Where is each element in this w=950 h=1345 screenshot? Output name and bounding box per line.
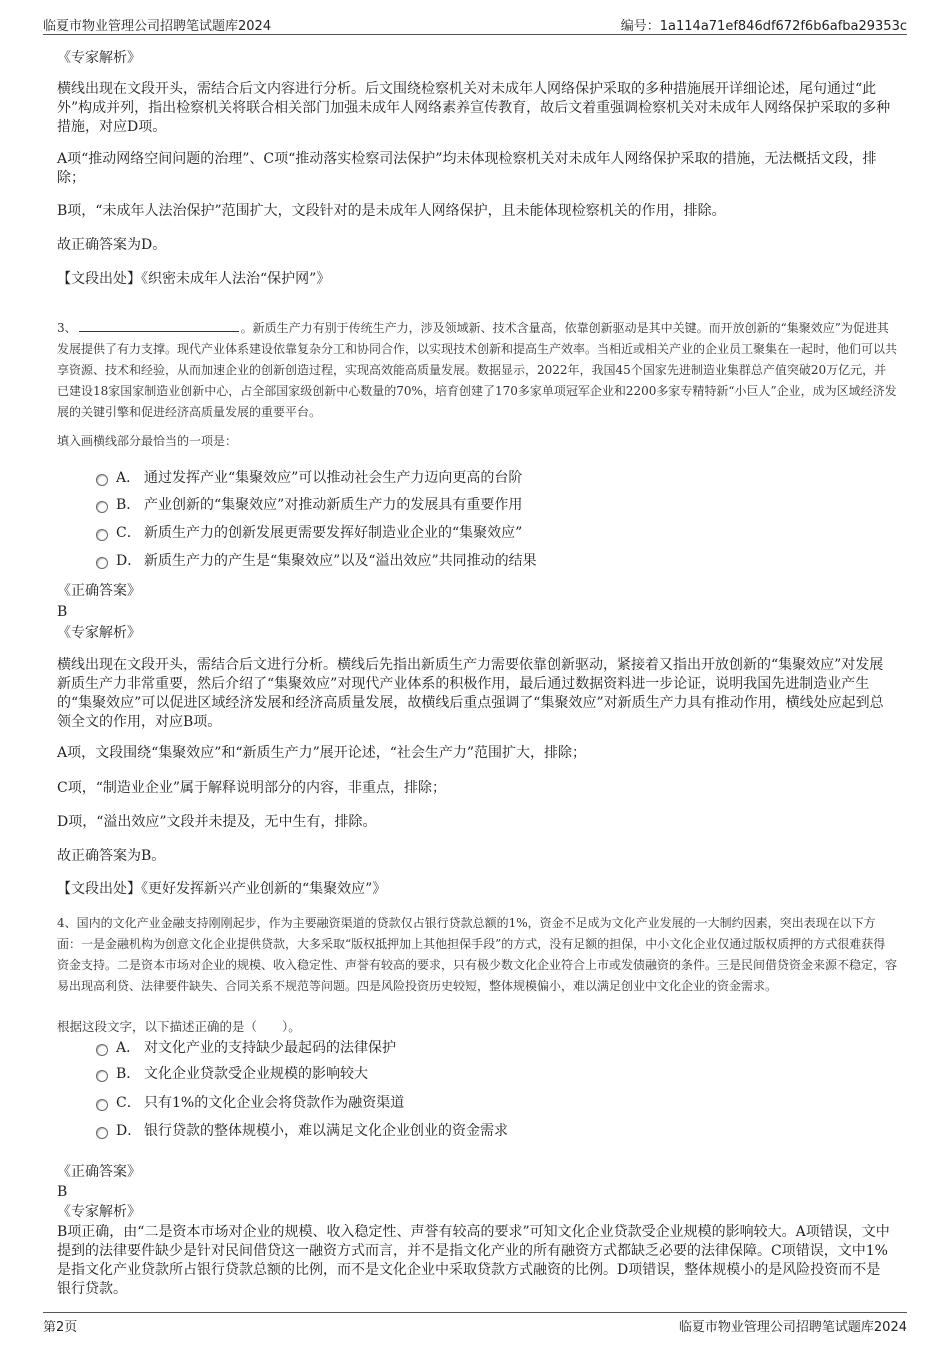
radio-icon[interactable] [96,1070,108,1082]
q4-analysis-label: 《专家解析》 [57,1204,141,1220]
q4-answer-label: 《正确答案》 [57,1164,141,1180]
q3-option-c[interactable]: C． 新质生产力的创新发展更需要发挥好制造业企业的“集聚效应” [96,523,522,543]
footer-title: 临夏市物业管理公司招聘笔试题库2024 [678,1320,907,1335]
q3-analysis-p5: 故正确答案为B。 [57,848,166,864]
q4-answer: B [57,1184,68,1200]
q4-option-b[interactable]: B． 文化企业贷款受企业规模的影响较大 [96,1064,368,1084]
radio-icon[interactable] [96,1044,108,1056]
page-header [43,12,907,35]
q4-prompt: 根据这段文字，以下描述正确的是（ ）。 [57,1019,301,1034]
header-title: 临夏市物业管理公司招聘笔试题库2024 [43,19,272,34]
radio-icon[interactable] [96,557,108,569]
q3-stem [57,318,897,423]
radio-icon[interactable] [96,1099,108,1111]
q3-answer: B [57,604,68,620]
q3-number: 3、 [57,321,77,335]
q3-source: 【文段出处】《更好发挥新兴产业创新的“集聚效应”》 [57,881,387,897]
q3-analysis-p4: D项，“溢出效应”文段并未提及，无中生有，排除。 [57,814,377,830]
page-number: 第2页 [43,1320,78,1335]
q4-option-c[interactable]: C． 只有1%的文化企业会将贷款作为融资渠道 [96,1093,404,1113]
q4-option-d[interactable]: D． 银行贷款的整体规模小，难以满足文化企业创业的资金需求 [96,1121,508,1141]
header-doc-number: 编号：1a114a71ef846df672f6b6afba29353c [620,19,907,34]
q2-analysis-p2: A项“推动网络空间问题的治理”、C项“推动落实检察司法保护”均未体现检察机关对未成年人网络保护采取的措施，无法概括文段，排除； [57,151,877,186]
q3-analysis-p3: C项，“制造业企业”属于解释说明部分的内容，非重点，排除； [57,780,447,796]
q2-analysis-p1: 横线出现在文段开头，需结合后文内容进行分析。后文围绕检察机关对未成年人网络保护采取的多种措施展开详细论述，尾句通过“此外”构成并列，指出检察机关将联合相关部门加强未成年人网络素养宣传教育，故后文着重强调检察机关对未成年人网络保护采取的多种措施，对应D项。 [57,81,891,135]
q2-analysis-p4: 故正确答案为D。 [57,237,167,253]
q3-analysis-label: 《专家解析》 [57,625,141,641]
q3-blank [79,320,239,332]
q3-option-b[interactable]: B． 产业创新的“集聚效应”对推动新质生产力的发展具有重要作用 [96,495,522,515]
radio-icon[interactable] [96,1127,108,1139]
q2-analysis-p3: B项，“未成年人法治保护”范围扩大，文段针对的是未成年人网络保护，且未能体现检察机关的作用，排除。 [57,203,726,219]
q2-source: 【文段出处】《织密未成年人法治“保护网”》 [57,271,331,287]
q4-option-a[interactable]: A． 对文化产业的支持缺少最起码的法律保护 [96,1038,396,1058]
q3-answer-label: 《正确答案》 [57,583,141,599]
q2-analysis-label: 《专家解析》 [57,50,141,66]
radio-icon[interactable] [96,501,108,513]
q4-analysis: B项正确，由“二是资本市场对企业的规模、收入稳定性、声誉有较高的要求”可知文化企业贷款受企业规模的影响较大。A项错误，文中提到的法律要件缺少是针对民间借贷这一融资方式而言，并不是指文化产业的所有融资方式都缺乏必要的法律保障。C项错误，文中1%是指文化产业贷款所占银行贷款总额的比例，而不是文化企业中采取贷款方式融资的比例。D项错误，整体规模小的是风险投资而不是银行贷款。 [57,1224,890,1297]
radio-icon[interactable] [96,474,108,486]
q3-option-a[interactable]: A． 通过发挥产业“集聚效应”可以推动社会生产力迈向更高的台阶 [96,468,522,488]
radio-icon[interactable] [96,529,108,541]
q3-option-d[interactable]: D． 新质生产力的产生是“集聚效应”以及“溢出效应”共同推动的结果 [96,551,537,571]
q3-stem-text: 。新质生产力有别于传统生产力，涉及领域新、技术含量高，依靠创新驱动是其中关键。而开放创新的“集聚效应”为促进其发展提供了有力支撑。现代产业体系建设依靠复杂分工和协同合作，以实现技术创新和提高生产效率。当相近或相关产业的企业员工聚集在一起时，他们可以共享资源、技术和经验，从而加速企业的创新创造过程，实现高效能高质量发展。数据显示，2022年，我国45个国家先进制造业集群总产值突破20万亿元，并已建设18家国家制造业创新中心，占全部国家级创新中心数量的70%，培育创建了170多家单项冠军企业和2200多家专精特新“小巨人”企业，成为区域经济发展的关键引擎和促进经济高质量发展的重要平台。 [57,321,898,419]
q3-prompt: 填入画横线部分最恰当的一项是： [57,434,238,448]
q3-analysis-p2: A项，文段围绕“集聚效应”和“新质生产力”展开论述，“社会生产力”范围扩大，排除； [57,745,587,761]
page-footer [43,1312,907,1335]
q4-stem: 4、国内的文化产业金融支持刚刚起步，作为主要融资渠道的贷款仅占银行贷款总额的1%，资金不足成为文化产业发展的一大制约因素，突出表现在以下方面：一是金融机构为创意文化企业提供贷款，大多采取“版权抵押加上其他担保手段”的方式，没有足额的担保，中小文化企业仅通过版权质押的方式很难获得资金支持。二是资本市场对企业的规模、收入稳定性、声誉有较高的要求，只有极少数文化企业符合上市或发债融资的条件。三是民间借贷资金来源不稳定，容易出现高利贷、法律要件缺失、合同关系不规范等问题。四是风险投资历史较短，整体规模偏小，难以满足创业中文化企业的资金需求。 [57,916,898,993]
q3-analysis-p1: 横线出现在文段开头，需结合后文进行分析。横线后先指出新质生产力需要依靠创新驱动，紧接着又指出开放创新的“集聚效应”对发展新质生产力非常重要，然后介绍了“集聚效应”对现代产业体系的积极作用，最后通过数据资料进一步论证，说明我国先进制造业产生的“集聚效应”可以促进区域经济发展和经济高质量发展，故横线后重点强调了“集聚效应”对新质生产力具有推动作用，横线处应起到总领全文的作用，对应B项。 [57,657,884,730]
